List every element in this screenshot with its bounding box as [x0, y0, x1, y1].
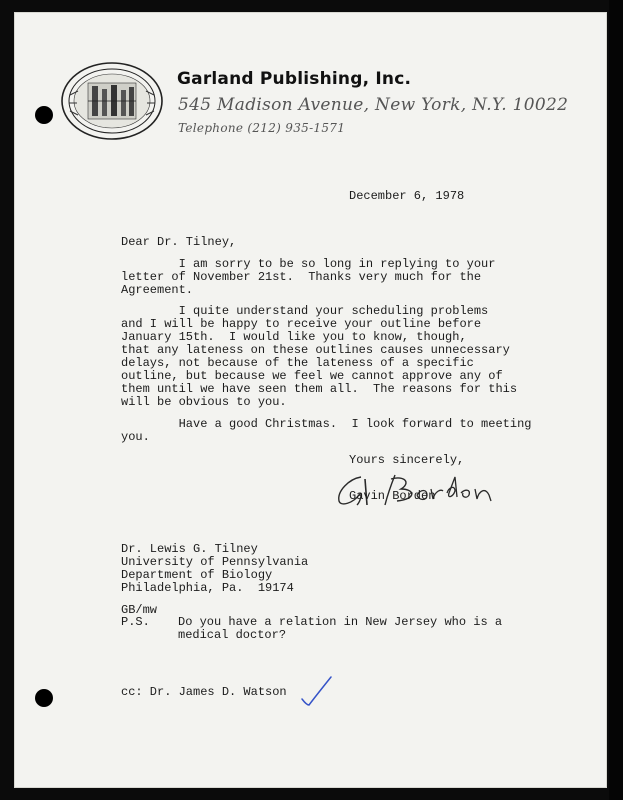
punch-hole-bottom [35, 689, 53, 707]
paragraph1-line: letter of November 21st. Thanks very much for the [121, 270, 482, 284]
company-telephone: Telephone (212) 935-1571 [178, 121, 346, 135]
paragraph3-line: Have a good Christmas. I look forward to meeting [121, 417, 532, 431]
paragraph2-line: and I will be happy to receive your outline before [121, 317, 482, 331]
letter-page [14, 12, 607, 788]
recipient-line: University of Pennsylvania [121, 555, 309, 569]
company-name: Garland Publishing, Inc. [177, 69, 412, 89]
recipient-line: Dr. Lewis G. Tilney [121, 542, 258, 556]
paragraph2-line: delays, not because of the lateness of a specific [121, 356, 474, 370]
salutation: Dear Dr. Tilney, [121, 235, 237, 249]
scan-edge [609, 0, 623, 800]
paragraph2-line: that any lateness on these outlines causes unnecessary [121, 343, 510, 357]
paragraph2-line: outline, but because we feel we cannot approve any of [121, 369, 503, 383]
ps-label: P.S. [121, 615, 150, 629]
typist-initials: GB/mw [121, 603, 158, 617]
ps-line: medical doctor? [178, 628, 287, 642]
paragraph2-line: will be obvious to you. [121, 395, 287, 409]
paragraph3-line: you. [121, 430, 150, 444]
letter-date: December 6, 1978 [349, 189, 465, 203]
paragraph2-line: them until we have seen them all. The reasons for this [121, 382, 518, 396]
punch-hole-top [35, 106, 53, 124]
ps-line: Do you have a relation in New Jersey who is a [178, 615, 503, 629]
company-address: 545 Madison Avenue, New York, N.Y. 10022 [178, 95, 569, 115]
recipient-line: Philadelphia, Pa. 19174 [121, 581, 294, 595]
checkmark-icon [299, 675, 335, 709]
recipient-line: Department of Biology [121, 568, 273, 582]
signer-name: Gavin Borden [349, 489, 436, 503]
paragraph1-line: Agreement. [121, 283, 194, 297]
paragraph2-line: January 15th. I would like you to know, though, [121, 330, 467, 344]
paragraph2-line: I quite understand your scheduling problems [121, 304, 489, 318]
cc-line: cc: Dr. James D. Watson [121, 685, 287, 699]
seal-emblem-icon [60, 61, 164, 141]
paragraph1-line: I am sorry to be so long in replying to your [121, 257, 496, 271]
closing: Yours sincerely, [349, 453, 465, 467]
